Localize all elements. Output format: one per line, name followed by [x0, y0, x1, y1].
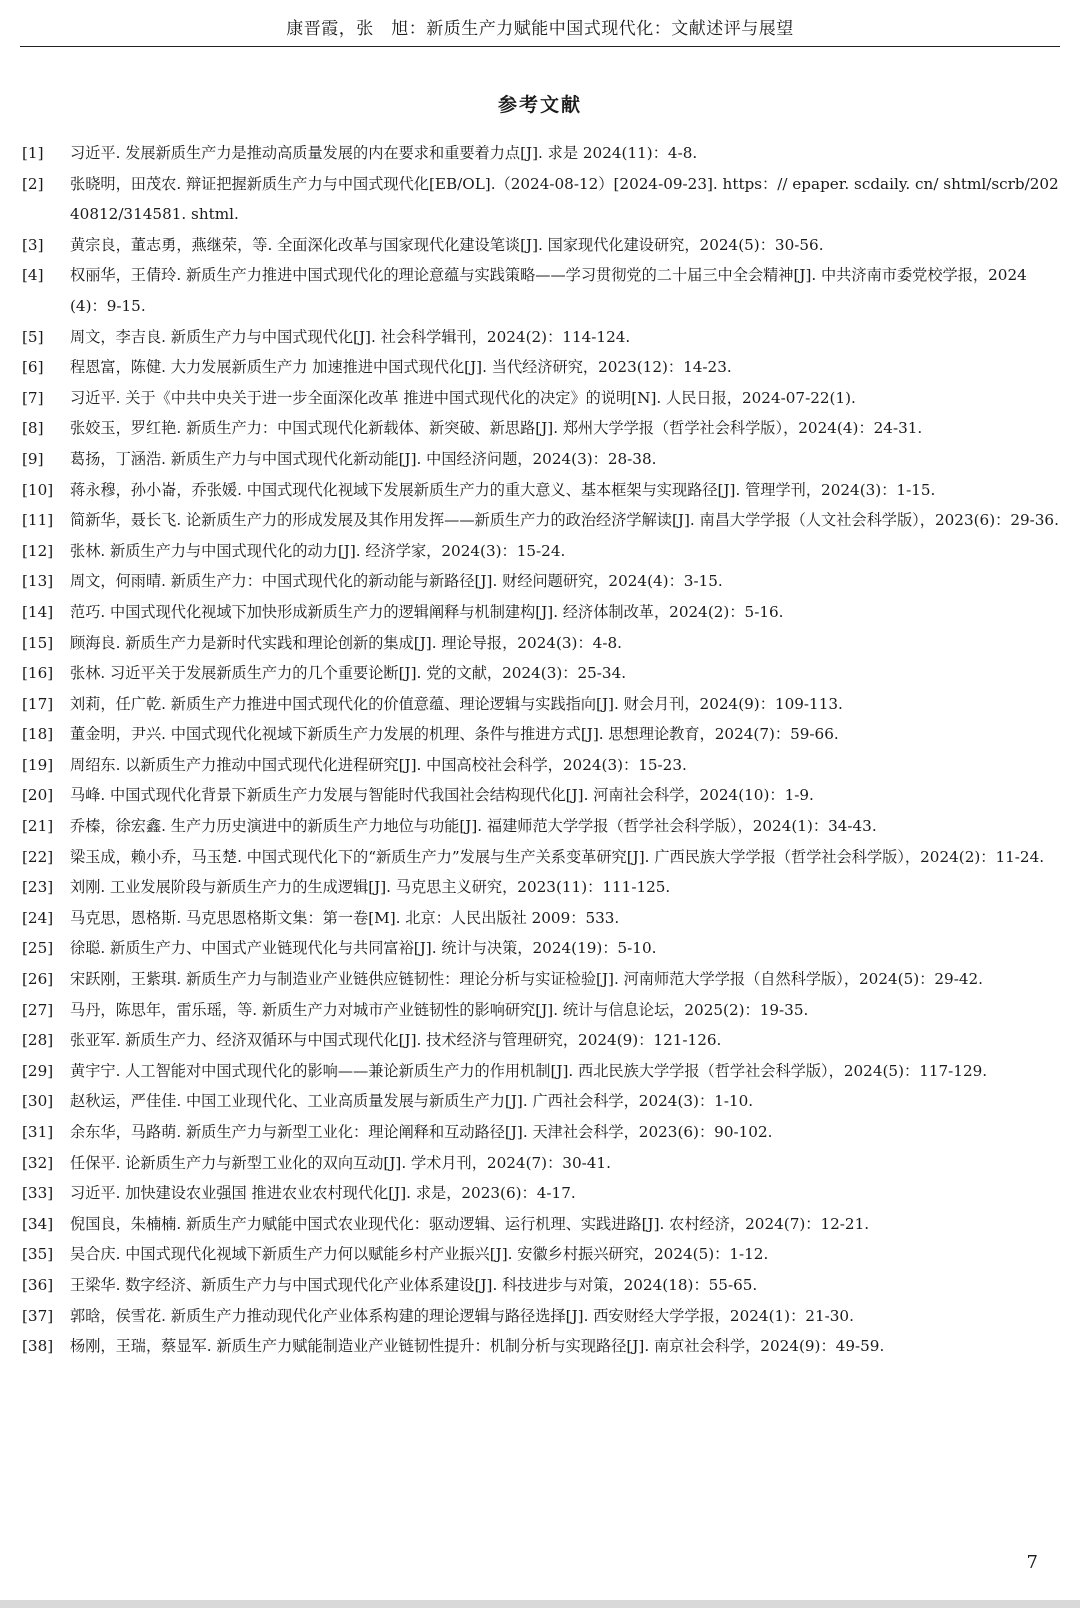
- reference-item: [22, 719, 1062, 750]
- reference-number: [29]: [22, 1061, 54, 1080]
- reference-number: [31]: [22, 1123, 54, 1141]
- reference-text: 权丽华，王倩玲. 新质生产力推进中国式现代化的理论意蕴与实践策略——学习贯彻党的二十届三中全会精神[J]. 中共济南市委党校学报，2024(4)：9-15.: [70, 266, 1027, 315]
- reference-text: 习近平. 发展新质生产力是推动高质量发展的内在要求和重要着力点[J]. 求是 2024(11)：4-8.: [70, 144, 698, 162]
- reference-item: [22, 1025, 1062, 1056]
- reference-item: [22, 811, 1062, 842]
- reference-item: [22, 536, 1062, 567]
- reference-number: [18]: [22, 725, 54, 744]
- reference-text: 乔榛，徐宏鑫. 生产力历史演进中的新质生产力地位与功能[J]. 福建师范大学学报（哲学社会科学版），2024(1)：34-43.: [70, 817, 877, 836]
- reference-text: 习近平. 加快建设农业强国 推进农业农村现代化[J]. 求是，2023(6)：4-17.: [70, 1184, 576, 1203]
- reference-number: [6]: [22, 358, 44, 377]
- reference-number: [26]: [22, 970, 54, 989]
- reference-text: 宋跃刚，王紫琪. 新质生产力与制造业产业链供应链韧性：理论分析与实证检验[J]. 河南师范大学学报（自然科学版），2024(5)：29-42.: [70, 970, 983, 989]
- reference-number: [3]: [22, 235, 44, 254]
- reference-item: [22, 169, 1062, 230]
- reference-number: [28]: [22, 1031, 54, 1050]
- reference-number: [12]: [22, 541, 54, 560]
- reference-item: [22, 383, 1062, 414]
- reference-text: 蒋永穆，孙小崙，乔张媛. 中国式现代化视域下发展新质生产力的重大意义、基本框架与实现路径[J]. 管理学刊，2024(3)：1-15.: [70, 480, 936, 499]
- reference-item: [22, 1331, 1062, 1362]
- reference-number: [38]: [22, 1337, 54, 1356]
- reference-number: [4]: [22, 266, 44, 285]
- reference-text: 周文，李吉良. 新质生产力与中国式现代化[J]. 社会科学辑刊，2024(2)：114-124.: [70, 327, 631, 346]
- reference-number: [35]: [22, 1245, 54, 1264]
- reference-item: [22, 842, 1062, 873]
- reference-item: [22, 1086, 1062, 1117]
- reference-number: [8]: [22, 419, 44, 438]
- reference-item: [22, 475, 1062, 506]
- reference-number: [23]: [22, 878, 54, 897]
- reference-text: 葛扬，丁涵浩. 新质生产力与中国式现代化新动能[J]. 中国经济问题，2024(3)：28-38.: [70, 449, 657, 468]
- reference-text: 马丹，陈思年，雷乐瑶，等. 新质生产力对城市产业链韧性的影响研究[J]. 统计与信息论坛，2025(2)：19-35.: [70, 1000, 809, 1019]
- reference-text: 杨刚，王瑞，蔡显军. 新质生产力赋能制造业产业链韧性提升：机制分析与实现路径[J]. 南京社会科学，2024(9)：49-59.: [70, 1337, 885, 1356]
- reference-text: 张姣玉，罗红艳. 新质生产力：中国式现代化新载体、新突破、新思路[J]. 郑州大学学报（哲学社会科学版），2024(4)：24-31.: [70, 419, 923, 438]
- reference-number: [14]: [22, 602, 54, 621]
- footer-band: [0, 1600, 1080, 1608]
- reference-number: [5]: [22, 327, 44, 346]
- reference-item: [22, 1117, 1062, 1148]
- reference-item: [22, 995, 1062, 1026]
- reference-number: [20]: [22, 786, 54, 805]
- reference-item: [22, 933, 1062, 964]
- reference-list: [22, 138, 1062, 1362]
- reference-item: [22, 1056, 1062, 1087]
- reference-number: [17]: [22, 694, 54, 713]
- reference-number: [10]: [22, 480, 54, 499]
- reference-text: 赵秋运，严佳佳. 中国工业现代化、工业高质量发展与新质生产力[J]. 广西社会科学，2024(3)：1-10.: [70, 1092, 754, 1111]
- reference-text: 董金明，尹兴. 中国式现代化视域下新质生产力发展的机理、条件与推进方式[J]. 思想理论教育，2024(7)：59-66.: [70, 725, 839, 744]
- reference-item: [22, 780, 1062, 811]
- reference-item: [22, 230, 1062, 261]
- reference-text: 黄宇宁. 人工智能对中国式现代化的影响——兼论新质生产力的作用机制[J]. 西北民族大学学报（哲学社会科学版），2024(5)：117-129.: [70, 1061, 988, 1080]
- reference-item: [22, 903, 1062, 934]
- reference-text: 倪国良，朱楠楠. 新质生产力赋能中国式农业现代化：驱动逻辑、运行机理、实践进路[J]. 农村经济，2024(7)：12-21.: [70, 1214, 870, 1233]
- reference-text: 张亚军. 新质生产力、经济双循环与中国式现代化[J]. 技术经济与管理研究，2024(9)：121-126.: [70, 1031, 722, 1050]
- reference-text: 范巧. 中国式现代化视域下加快形成新质生产力的逻辑阐释与机制建构[J]. 经济体制改革，2024(2)：5-16.: [70, 602, 784, 621]
- reference-text: 张林. 习近平关于发展新质生产力的几个重要论断[J]. 党的文献，2024(3)：25-34.: [70, 664, 627, 683]
- reference-text: 吴合庆. 中国式现代化视域下新质生产力何以赋能乡村产业振兴[J]. 安徽乡村振兴研究，2024(5)：1-12.: [70, 1245, 769, 1264]
- reference-item: [22, 260, 1062, 321]
- reference-text: 周绍东. 以新质生产力推动中国式现代化进程研究[J]. 中国高校社会科学，2024(3)：15-23.: [70, 755, 687, 774]
- reference-item: [22, 689, 1062, 720]
- reference-text: 黄宗良，董志勇，燕继荣，等. 全面深化改革与国家现代化建设笔谈[J]. 国家现代化建设研究，2024(5)：30-56.: [70, 235, 824, 254]
- reference-number: [15]: [22, 633, 54, 652]
- reference-item: [22, 1178, 1062, 1209]
- reference-number: [34]: [22, 1214, 54, 1233]
- reference-item: [22, 1148, 1062, 1179]
- reference-number: [16]: [22, 664, 54, 683]
- reference-text: 郭晗，侯雪花. 新质生产力推动现代化产业体系构建的理论逻辑与路径选择[J]. 西安财经大学学报，2024(1)：21-30.: [70, 1306, 854, 1325]
- reference-item: [22, 505, 1062, 536]
- reference-number: [11]: [22, 511, 54, 530]
- reference-item: [22, 628, 1062, 659]
- reference-text: 马克思，恩格斯. 马克思恩格斯文集：第一卷[M]. 北京：人民出版社 2009：533.: [70, 908, 620, 927]
- reference-number: [37]: [22, 1306, 54, 1325]
- section-title: 参考文献: [497, 94, 582, 116]
- reference-item: [22, 1239, 1062, 1270]
- reference-item: [22, 138, 1062, 169]
- reference-item: [22, 1270, 1062, 1301]
- header-rule: [20, 46, 1060, 47]
- reference-item: [22, 872, 1062, 903]
- reference-text: 王梁华. 数字经济、新质生产力与中国式现代化产业体系建设[J]. 科技进步与对策，2024(18)：55-65.: [70, 1275, 758, 1294]
- reference-item: [22, 597, 1062, 628]
- reference-number: [32]: [22, 1153, 54, 1172]
- reference-item: [22, 1209, 1062, 1240]
- reference-number: [25]: [22, 939, 54, 958]
- reference-number: [33]: [22, 1184, 54, 1203]
- reference-item: [22, 964, 1062, 995]
- reference-text: 张林. 新质生产力与中国式现代化的动力[J]. 经济学家，2024(3)：15-24.: [70, 541, 566, 560]
- reference-item: [22, 322, 1062, 353]
- reference-text: 张晓明，田茂农. 辩证把握新质生产力与中国式现代化[EB/OL].（2024-08-12）[2024-09-23]. https：// epaper. scdaily. cn/ shtml/scrb/20240812/314581. shtml.: [70, 174, 1059, 224]
- reference-number: [1]: [22, 144, 44, 162]
- reference-number: [2]: [22, 174, 44, 193]
- reference-number: [13]: [22, 572, 54, 591]
- reference-text: 顾海良. 新质生产力是新时代实践和理论创新的集成[J]. 理论导报，2024(3)：4-8.: [70, 633, 622, 652]
- reference-text: 余东华，马路萌. 新质生产力与新型工业化：理论阐释和互动路径[J]. 天津社会科学，2023(6)：90-102.: [70, 1123, 773, 1141]
- reference-number: [21]: [22, 817, 54, 836]
- reference-number: [9]: [22, 449, 44, 468]
- reference-item: [22, 658, 1062, 689]
- running-header: 康晋霞，张 旭：新质生产力赋能中国式现代化：文献述评与展望: [286, 19, 794, 39]
- page-number: 7: [1026, 1552, 1038, 1573]
- reference-item: [22, 352, 1062, 383]
- reference-text: 梁玉成，赖小乔，马玉楚. 中国式现代化下的“新质生产力”发展与生产关系变革研究[J]. 广西民族大学学报（哲学社会科学版），2024(2)：11-24.: [70, 847, 1045, 866]
- reference-text: 周文，何雨晴. 新质生产力：中国式现代化的新动能与新路径[J]. 财经问题研究，2024(4)：3-15.: [70, 572, 723, 591]
- reference-text: 任保平. 论新质生产力与新型工业化的双向互动[J]. 学术月刊，2024(7)：30-41.: [70, 1153, 611, 1172]
- reference-number: [22]: [22, 847, 54, 866]
- reference-number: [19]: [22, 755, 54, 774]
- reference-text: 程恩富，陈健. 大力发展新质生产力 加速推进中国式现代化[J]. 当代经济研究，2023(12)：14-23.: [70, 358, 732, 377]
- reference-item: [22, 750, 1062, 781]
- reference-number: [36]: [22, 1275, 54, 1294]
- reference-item: [22, 413, 1062, 444]
- reference-item: [22, 444, 1062, 475]
- reference-text: 马峰. 中国式现代化背景下新质生产力发展与智能时代我国社会结构现代化[J]. 河南社会科学，2024(10)：1-9.: [70, 786, 814, 805]
- reference-text: 徐聪. 新质生产力、中国式产业链现代化与共同富裕[J]. 统计与决策，2024(19)：5-10.: [70, 939, 657, 958]
- reference-text: 刘刚. 工业发展阶段与新质生产力的生成逻辑[J]. 马克思主义研究，2023(11)：111-125.: [70, 878, 671, 897]
- reference-text: 习近平. 关于《中共中央关于进一步全面深化改革 推进中国式现代化的决定》的说明[N]. 人民日报，2024-07-22(1).: [70, 388, 856, 407]
- reference-number: [27]: [22, 1000, 54, 1019]
- reference-number: [24]: [22, 908, 54, 927]
- reference-text: 刘莉，任广乾. 新质生产力推进中国式现代化的价值意蕴、理论逻辑与实践指向[J]. 财会月刊，2024(9)：109-113.: [70, 694, 843, 713]
- reference-item: [22, 566, 1062, 597]
- reference-text: 简新华，聂长飞. 论新质生产力的形成发展及其作用发挥——新质生产力的政治经济学解读[J]. 南昌大学学报（人文社会科学版），2023(6)：29-36.: [70, 511, 1059, 530]
- reference-number: [30]: [22, 1092, 54, 1111]
- reference-number: [7]: [22, 388, 44, 407]
- reference-item: [22, 1301, 1062, 1332]
